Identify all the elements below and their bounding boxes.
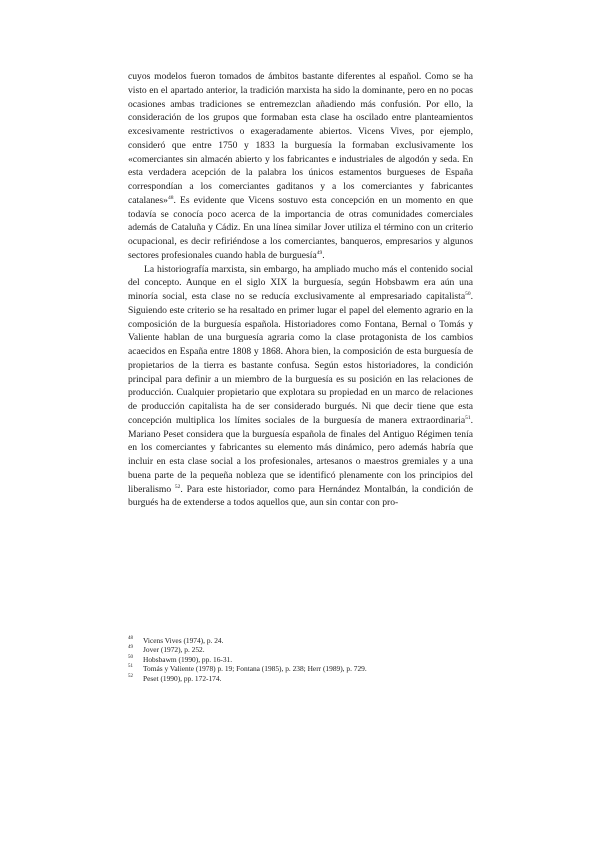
footnote-text: Tomás y Valiente (1978) p. 19; Fontana (1985), p. 238; Herr (1989), p. 729. [143,664,367,674]
footnote-marker: 51 [465,414,471,421]
footnote [128,664,473,673]
paragraph-2 [128,263,473,511]
footnote-text: Jover (1972), p. 252. [143,645,205,655]
text-run: cuyos modelos fueron tomados de ámbitos bastante diferentes al español. Como se ha visto en el apartado anterior, la tradición marxista ha sido la dominante, pero en no pocas ocasiones ambas tradiciones se entremezclan añadiendo más confusión. Por ello, la consideración de los grupos que formaban esta clase ha oscilado entre planteamientos excesivamente restrictivos o exageradamente abiertos. Vicens Vives, por ejemplo, consideró que entre 1750 y 1833 la burguesía la formaban exclusivamente los «comerciantes sin almacén abierto y los fabricantes e industriales de algodón y seda. En esta verdadera acepción de la palabra los únicos estamentos burgueses de España correspondían a los comerciantes gaditanos y a los comerciantes y fabricantes catalanes» [128,71,473,206]
footnote [128,655,473,664]
footnote-text: Vicens Vives (1974), p. 24. [143,636,224,645]
footnote-number: 52 [128,673,133,679]
text-run: La historiografía marxista, sin embargo, ha ampliado mucho más el contenido social del concepto. Aunque en el siglo XIX la burguesía, según Hobsbawm era aún una minoría social, esta clase no se reducía exclusivamente al empresariado capitalista [128,263,473,302]
footnote-number: 48 [128,636,133,641]
text-run: . [322,249,325,261]
footnote-text: Hobsbawm (1990), pp. 16-31. [143,654,233,664]
text-run: . Mariano Peset considera que la burguesía española de finales del Antiguo Régimen tenía en los comerciantes y fabricantes su elemento más dinámico, pero además habría que incluir en esta clase social a los profesionales, artesanos o maestros gremiales y a una buena parte de la pequeña nobleza que se identificó plenamente con los principios del liberalismo [128,414,473,495]
paragraph-1 [128,70,473,263]
footnote-marker: 52 [174,483,181,490]
footnote-number: 49 [128,645,133,651]
footnote-marker: 49 [316,249,323,256]
text-run: . Es evidente que Vicens sostuvo esta concepción en un momento en que todavía se conocía poco acerca de la importancia de otras comunidades comerciales además de Cataluña y Cádiz. En una línea similar Jover utiliza el término con un criterio ocupacional, es decir refiriéndose a los comerciantes, banqueros, empresarios y algunos sectores profesionales cuando habla de burguesía [128,194,473,261]
footnote-number: 51 [128,664,133,670]
footnote [128,636,473,645]
text-run: . Siguiendo este criterio se ha resaltado en primer lugar el papel del elemento agrario en la composición de la burguesía española. Historiadores como Fontana, Bernal o Tomás y Valiente hablan de una burguesía agraria como la clase protagonista de los cambios acaecidos en España entre 1808 y 1868. Ahora bien, la composición de esta burguesía de propietarios de la tierra es bastante confusa. Según estos historiadores, la condición principal para definir a un miembro de la burguesía es su posición en las relaciones de producción. Cualquier propietario que explotara su propiedad en un marco de relaciones de producción capitalista ha de ser considerado burgués. Ni que decir tiene que esta concepción multiplica los límites sociales de la burguesía de manera extraordinaria [128,291,473,426]
footnotes [128,636,473,683]
footnote-marker: 50 [465,291,471,297]
body-text [128,70,473,510]
footnote-number: 50 [128,654,133,660]
footnote-text: Peset (1990), pp. 172-174. [143,673,222,683]
footnote [128,645,473,654]
footnote-marker: 48 [167,194,174,201]
text-run: . Para este historiador, como para Hernández Montalbán, la condición de burgués ha de extenderse a todos aquellos que, aun sin contar con pro- [128,483,473,509]
footnote [128,674,473,683]
